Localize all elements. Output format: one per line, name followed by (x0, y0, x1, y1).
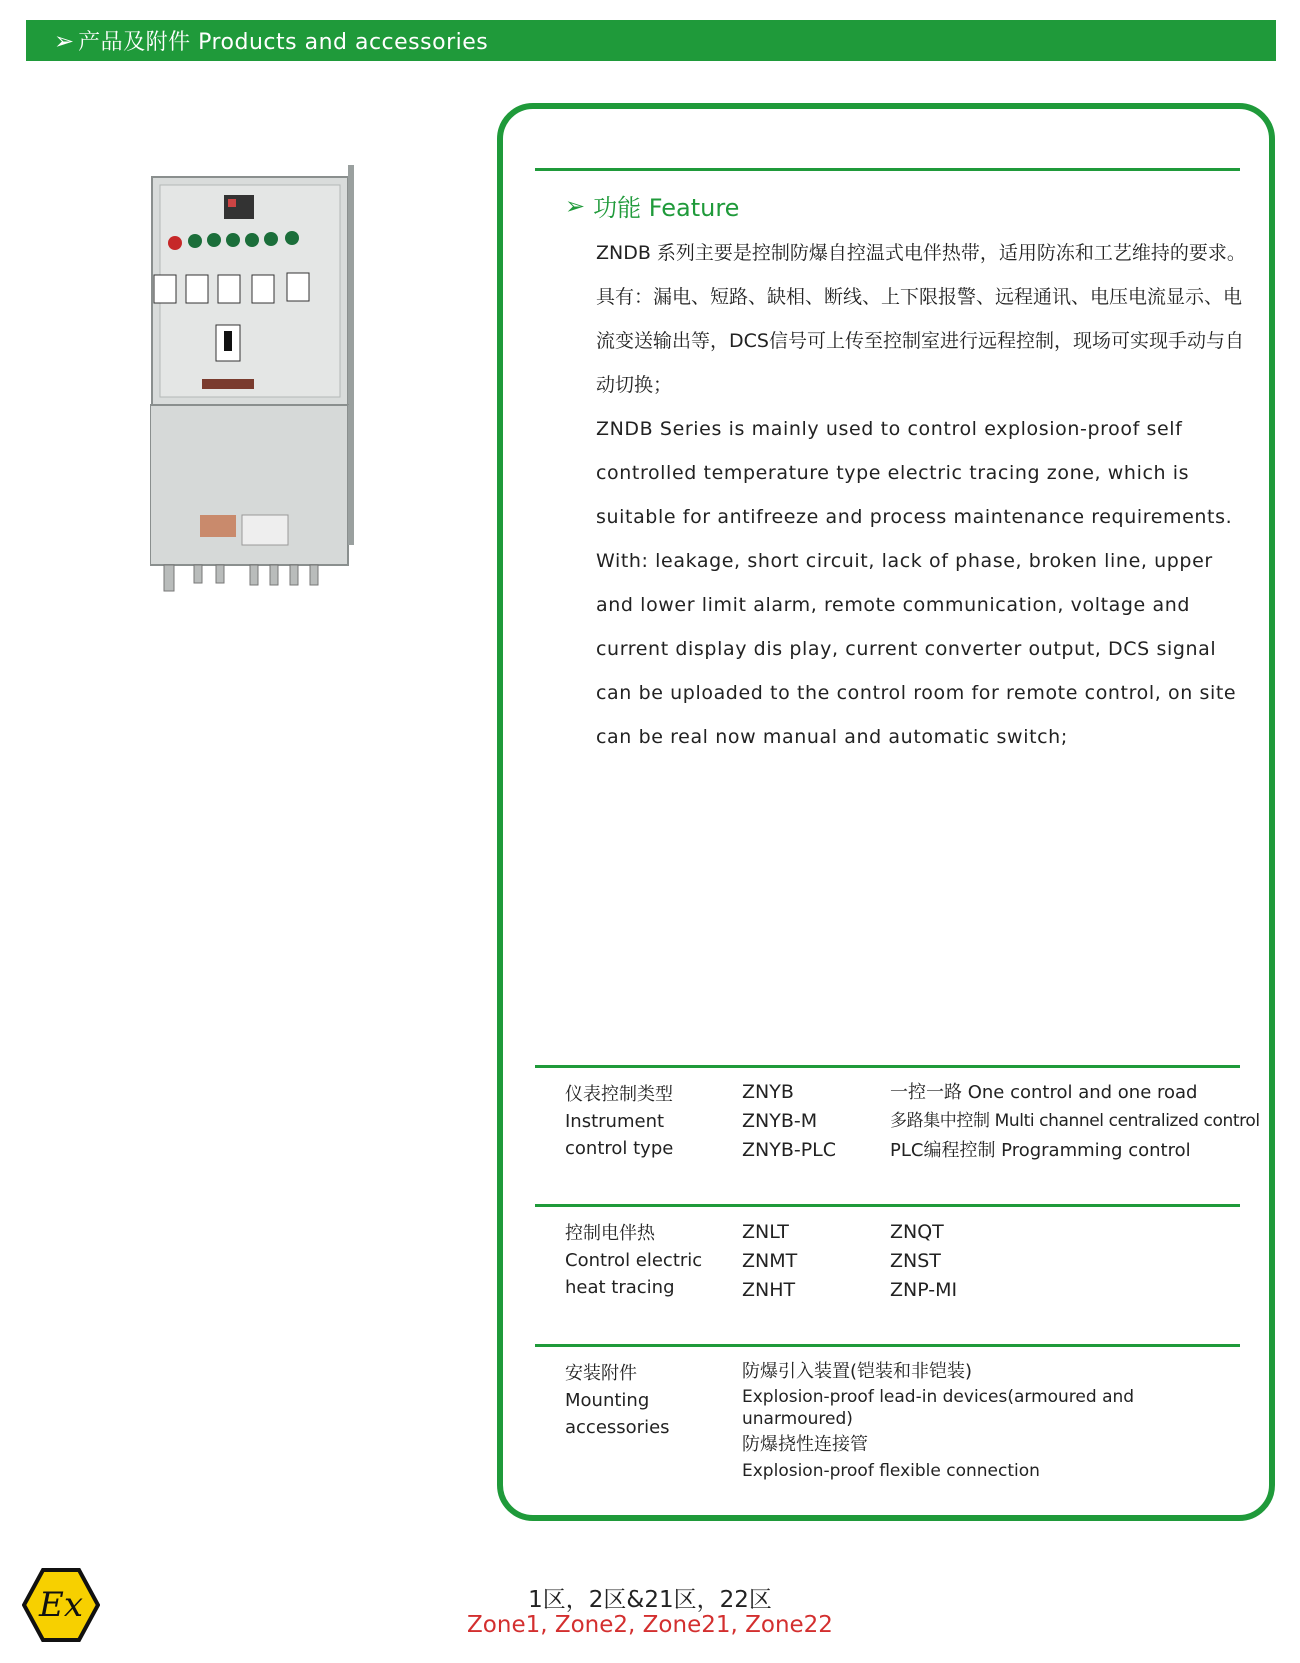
spec-models-heat-tracing-1 (742, 1218, 797, 1305)
section-header (26, 20, 1276, 61)
divider (535, 1065, 1240, 1068)
model-item: ZNYB (742, 1081, 794, 1103)
model-item: ZNST (890, 1250, 941, 1272)
model-item: ZNYB-M (742, 1110, 818, 1132)
feature-paragraph-cn-1: ZNDB 系列主要是控制防爆自控温式电伴热带，适用防冻和工艺维持的要求。 (596, 242, 1246, 264)
zones-en: Zone1, Zone2, Zone21, Zone22 (467, 1612, 833, 1638)
spec-descs-instrument (890, 1078, 1260, 1165)
model-item: ZNYB-PLC (742, 1139, 837, 1161)
model-item: ZNLT (742, 1221, 789, 1243)
product-photo (150, 165, 370, 635)
label-cn: 仪表控制类型 (565, 1084, 673, 1105)
label-en: Control electric (565, 1250, 703, 1271)
feature-heading (565, 188, 739, 223)
spec-label-mounting (565, 1360, 670, 1441)
feature-title: 功能 Feature (593, 194, 740, 222)
label-en: heat tracing (565, 1277, 675, 1298)
spec-models-instrument (742, 1078, 836, 1165)
divider (535, 168, 1240, 171)
feature-paragraph-cn-2: 具有：漏电、短路、缺相、断线、上下限报警、远程通讯、电压电流显示、电流变送输出等，DCS信号可上传至控制室进行远程控制，现场可实现手动与自动切换； (596, 286, 1244, 396)
accessory-en: Explosion-proof lead-in devices(armoured and unarmoured) (742, 1387, 1135, 1429)
label-cn: 控制电伴热 (565, 1223, 655, 1244)
arrow-right-icon: ➢ (54, 26, 75, 55)
divider (535, 1344, 1240, 1347)
label-cn: 安装附件 (565, 1363, 637, 1384)
zones-cn: 1区，2区&21区，22区 (528, 1587, 772, 1613)
feature-paragraph-en-1: ZNDB Series is mainly used to control explosion-proof self controlled temperature type electric tracing zone, which is suitable for antifreeze and process maintenance requirements. (596, 418, 1233, 528)
desc-item: 一控一路 One control and one road (890, 1082, 1198, 1103)
accessory-cn: 防爆挠性连接管 (742, 1434, 868, 1455)
arrow-right-icon: ➢ (565, 191, 586, 220)
spec-models-heat-tracing-2 (890, 1218, 957, 1305)
model-item: ZNHT (742, 1279, 796, 1301)
model-item: ZNP-MI (890, 1279, 958, 1301)
feature-text (596, 231, 1251, 759)
divider (535, 1204, 1240, 1207)
label-en: Instrument (565, 1111, 665, 1132)
section-title: 产品及附件 Products and accessories (78, 30, 489, 55)
label-en: accessories (565, 1417, 670, 1438)
accessory-en: Explosion-proof flexible connection (742, 1461, 1040, 1481)
label-en: Mounting (565, 1390, 650, 1411)
model-item: ZNMT (742, 1250, 798, 1272)
spec-label-instrument (565, 1081, 673, 1162)
label-en: control type (565, 1138, 674, 1159)
feature-paragraph-en-2: With: leakage, short circuit, lack of phase, broken line, upper and lower limit alarm, remote communication, voltage and current display dis play, current converter output, DCS signal can be uploaded to the control room for remote control, on site can be real now manual and automatic switch; (596, 550, 1237, 748)
ex-logo-text: Ex (39, 1585, 83, 1625)
desc-item: 多路集中控制 Multi channel centralized control (890, 1111, 1260, 1131)
desc-item: PLC编程控制 Programming control (890, 1140, 1191, 1161)
spec-label-heat-tracing (565, 1220, 702, 1301)
accessory-cn: 防爆引入装置(铠装和非铠装) (742, 1361, 973, 1382)
spec-mounting-items (742, 1358, 1212, 1482)
model-item: ZNQT (890, 1221, 944, 1243)
